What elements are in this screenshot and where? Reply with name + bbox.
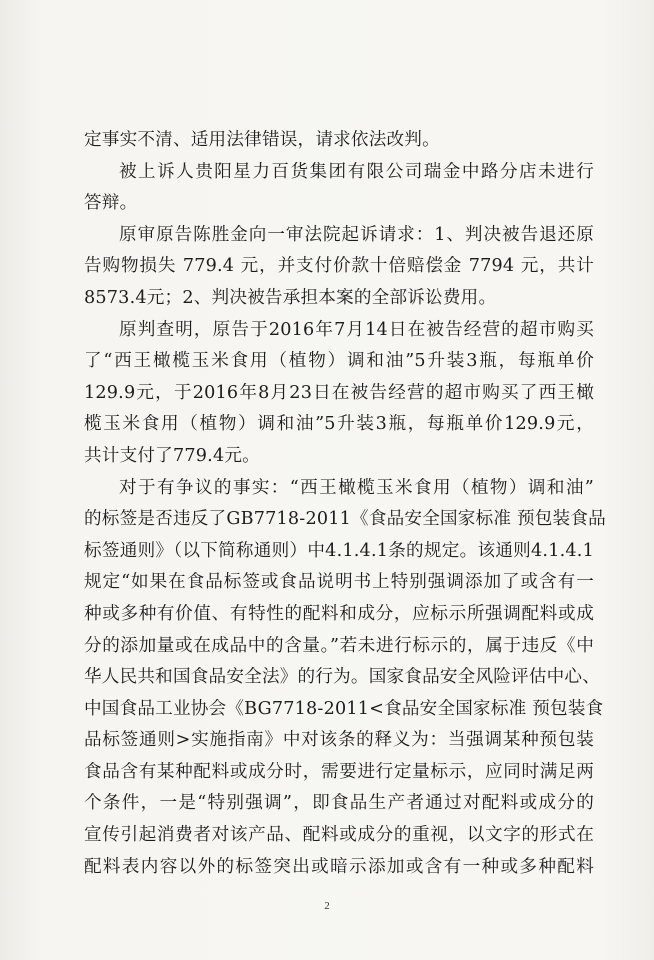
paragraph-1-line-1: 定事实不清、适用法律错误，请求依法改判。 [84, 130, 440, 150]
paragraph-3-line-2: 告购物损失 779.4 元，并支付价款十倍赔偿金 7794 元，共计 [84, 256, 594, 277]
paragraph-5-line-1: 对于有争议的事实：“西王橄榄玉米食用（植物）调和油” [119, 477, 594, 498]
paragraph-4-line-5: 共计支付了779.4元。 [84, 445, 260, 466]
paragraph-3-line-3: 8573.4元；2、判决被告承担本案的全部诉讼费用。 [84, 287, 497, 308]
paragraph-5-line-12: 宣传引起消费者对该产品、配料或成分的重视，以文字的形式在 [84, 825, 594, 846]
document-body [84, 125, 606, 883]
page-number: 2 [324, 900, 330, 912]
paragraph-5-line-13: 配料表内容以外的标签突出或暗示添加或含有一种或多种配料 [84, 856, 594, 877]
paragraph-3-line-1: 原审原告陈胜金向一审法院起诉请求：1、判决被告退还原 [119, 224, 594, 245]
paragraph-2-line-2: 答辩。 [84, 193, 138, 214]
paragraph-5-line-6: 分的添加量或在成品中的含量。”若未进行标示的，属于违反《中 [84, 635, 594, 656]
paragraph-5-line-5: 种或多种有价值、有特性的配料和成分，应标示所强调配料或成 [84, 603, 594, 624]
paragraph-5-line-9: 品标签通则>实施指南》中对该条的释义为：当强调某种预包装 [84, 730, 594, 751]
paragraph-4-line-1: 原判查明，原告于2016年7月14日在被告经营的超市购买 [119, 319, 594, 340]
paragraph-5-line-3: 标签通则》（以下简称通则）中4.1.4.1条的规定。该通则4.1.4.1 [84, 540, 594, 561]
paragraph-5-line-8: 中国食品工业协会《BG7718-2011<食品安全国家标准 预包装食 [84, 698, 604, 719]
paragraph-4-line-4: 榄玉米食用（植物）调和油”5升装3瓶，每瓶单价129.9元， [84, 414, 594, 435]
paragraph-4-line-3: 129.9元，于2016年8月23日在被告经营的超市购买了西王橄 [84, 382, 594, 403]
paragraph-5-line-11: 个条件，一是“特别强调”，即食品生产者通过对配料或成分的 [84, 793, 594, 814]
paragraph-5-line-7: 华人民共和国食品安全法》的行为。国家食品安全风险评估中心、 [84, 667, 601, 688]
paragraph-2-line-1: 被上诉人贵阳星力百货集团有限公司瑞金中路分店未进行 [119, 161, 594, 182]
paragraph-4-line-2: 了“西王橄榄玉米食用（植物）调和油”5升装3瓶，每瓶单价 [84, 351, 594, 372]
paragraph-5-line-10: 食品含有某种配料或成分时，需要进行定量标示，应同时满足两 [84, 761, 594, 782]
paragraph-5-line-2: 的标签是否违反了GB7718-2011《食品安全国家标准 预包装食品 [84, 509, 606, 530]
paragraph-5-line-4: 规定“如果在食品标签或食品说明书上特别强调添加了或含有一 [84, 572, 594, 593]
